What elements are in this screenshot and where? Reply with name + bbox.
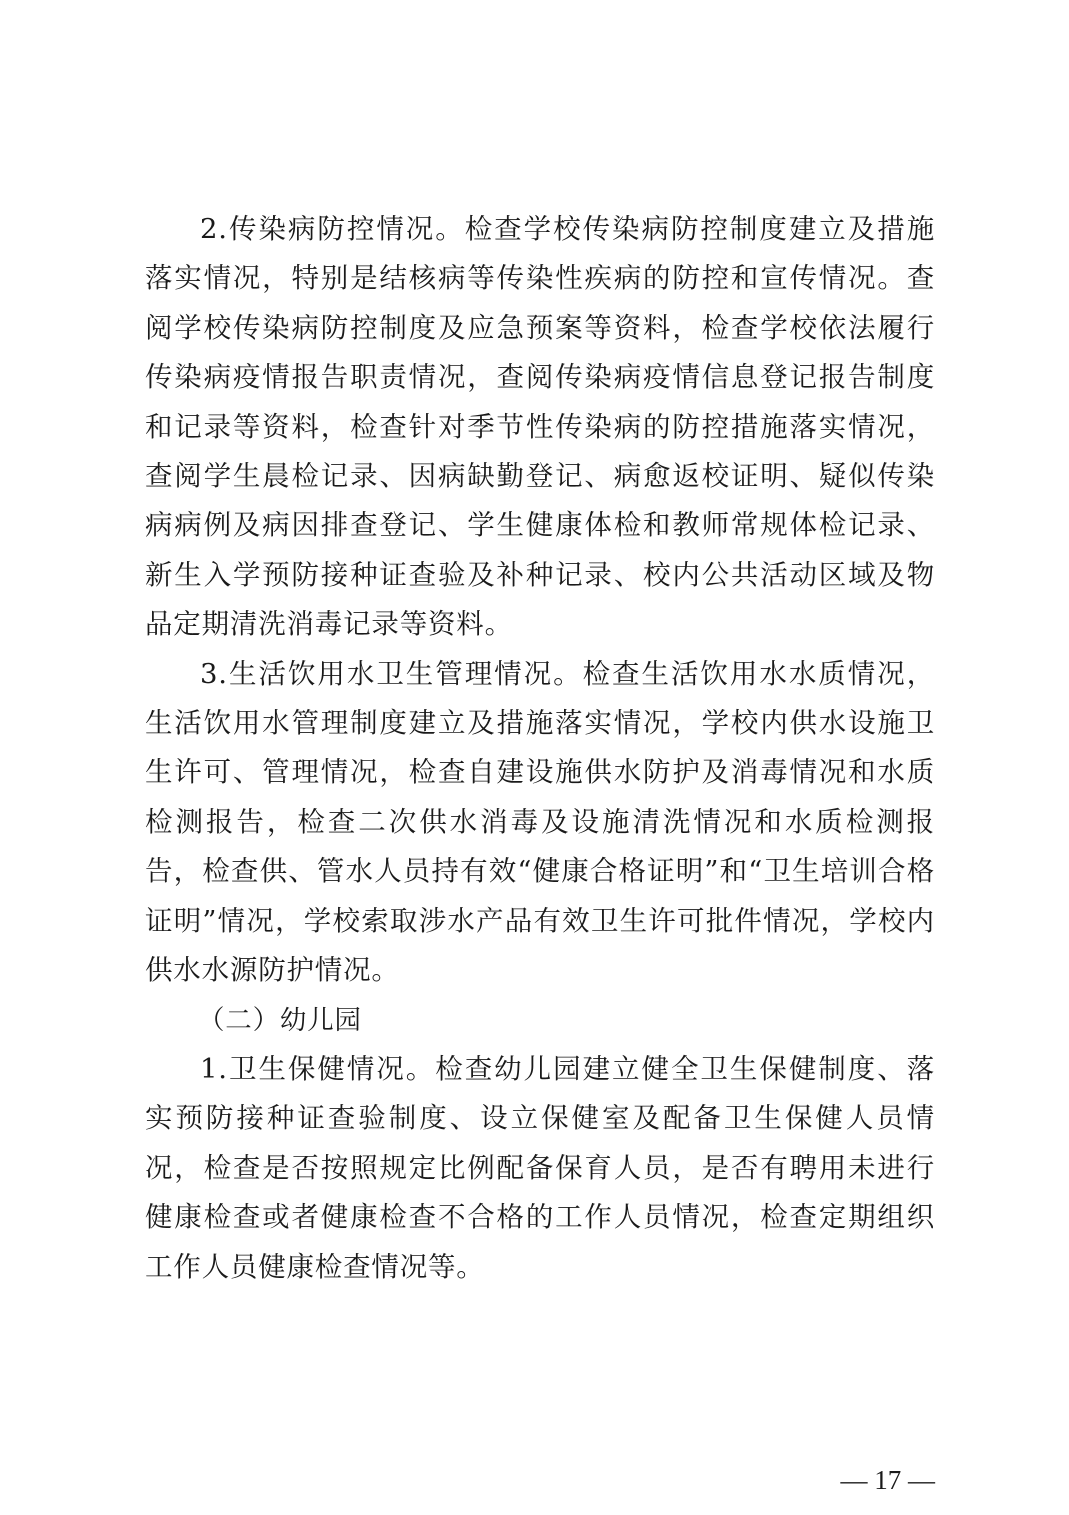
paragraph-health-care: 1.卫生保健情况。检查幼儿园建立健全卫生保健制度、落实预防接种证查验制度、设立保健室及配备卫生保健人员情况，检查是否按照规定比例配备保育人员，是否有聘用未进行健康检查或者健康检查不合格的工作人员情况，检查定期组织工作人员健康检查情况等。 [145,1052,935,1283]
body-text [145,205,935,1292]
paragraph-drinking-water-management: 3.生活饮用水卫生管理情况。检查生活饮用水水质情况，生活饮用水管理制度建立及措施落实情况，学校内供水设施卫生许可、管理情况，检查自建设施供水防护及消毒情况和水质检测报告，检查二次供水消毒及设施清洗情况和水质检测报告，检查供、管水人员持有效“健康合格证明”和“卫生培训合格证明”情况，学校索取涉水产品有效卫生许可批件情况，学校内供水水源防护情况。 [145,657,935,987]
section-heading-kindergarten: （二）幼儿园 [198,1004,362,1036]
paragraph-infectious-disease-control: 2.传染病防控情况。检查学校传染病防控制度建立及措施落实情况，特别是结核病等传染性疾病的防控和宣传情况。查阅学校传染病防控制度及应急预案等资料，检查学校依法履行传染病疫情报告职责情况，查阅传染病疫情信息登记报告制度和记录等资料，检查针对季节性传染病的防控措施落实情况，查阅学生晨检记录、因病缺勤登记、病愈返校证明、疑似传染病病例及病因排查登记、学生健康体检和教师常规体检记录、新生入学预防接种证查验及补种记录、校内公共活动区域及物品定期清洗消毒记录等资料。 [145,213,935,641]
page-number: — 17 — [840,1465,935,1495]
